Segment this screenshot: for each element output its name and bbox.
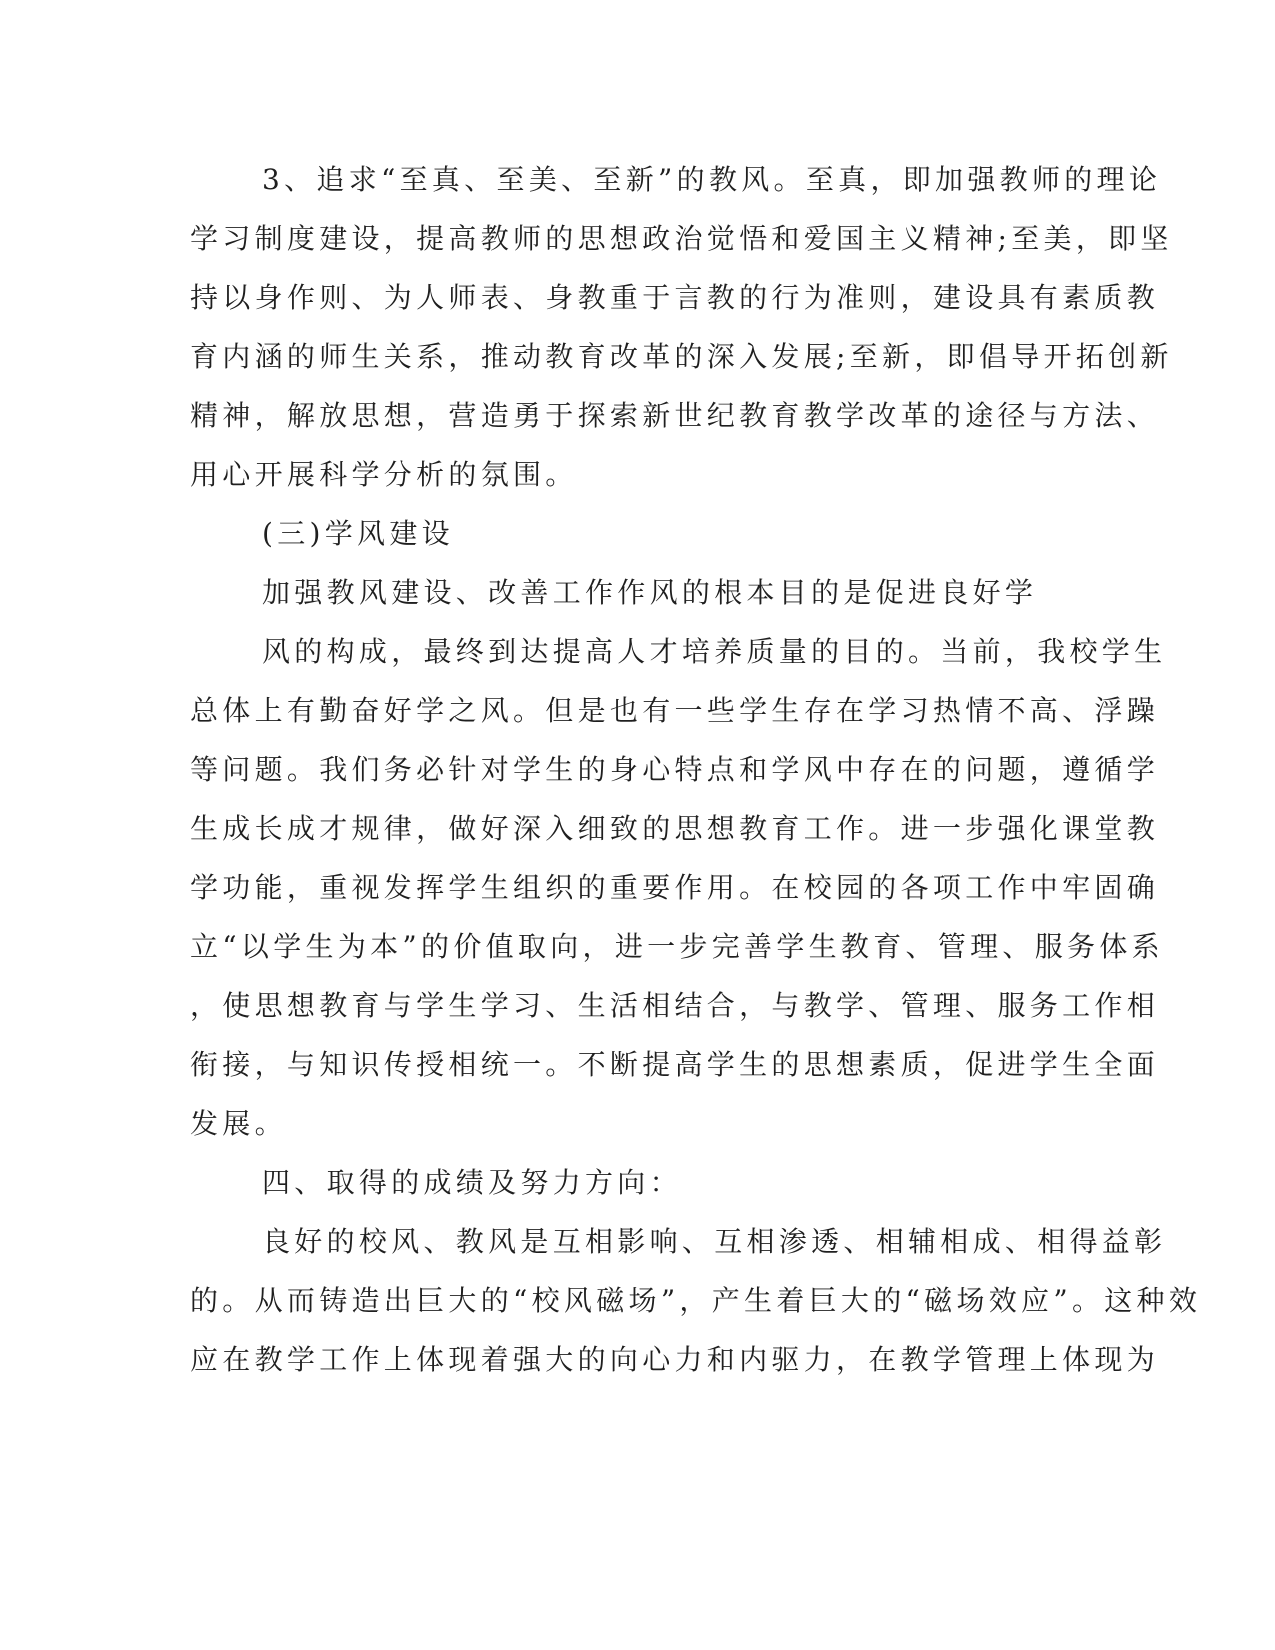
text-line-9: 风的构成，最终到达提高人才培养质量的目的。当前，我校学生	[262, 635, 1167, 668]
text-line-15: ，使思想教育与学生学习、生活相结合，与教学、管理、服务工作相	[190, 989, 1160, 1022]
text-line-12: 生成长成才规律，做好深入细致的思想教育工作。进一步强化课堂教	[190, 812, 1160, 845]
text-line-3: 持以身作则、为人师表、身教重于言教的行为准则，建设具有素质教	[190, 281, 1160, 314]
text-line-6: 用心开展科学分析的氛围。	[190, 458, 578, 491]
text-line-11: 等问题。我们务必针对学生的身心特点和学风中存在的问题，遵循学	[190, 753, 1160, 786]
text-line-16: 衔接，与知识传授相统一。不断提高学生的思想素质，促进学生全面	[190, 1048, 1160, 1081]
text-line-1: 3、追求“至真、至美、至新”的教风。至真，即加强教师的理论	[262, 163, 1162, 196]
text-line-14: 立“以学生为本”的价值取向，进一步完善学生教育、管理、服务体系	[190, 930, 1164, 963]
text-line-10: 总体上有勤奋好学之风。但是也有一些学生存在学习热情不高、浮躁	[190, 694, 1160, 727]
text-line-19: 良好的校风、教风是互相影响、互相渗透、相辅相成、相得益彰	[262, 1225, 1167, 1258]
section-heading: (三)学风建设	[262, 517, 454, 550]
section-heading-achievements: 四、取得的成绩及努力方向：	[262, 1166, 682, 1199]
text-line-2: 学习制度建设，提高教师的思想政治觉悟和爱国主义精神;至美，即坚	[190, 222, 1173, 255]
text-line-21: 应在教学工作上体现着强大的向心力和内驱力，在教学管理上体现为	[190, 1343, 1160, 1376]
text-line-20: 的。从而铸造出巨大的“校风磁场”，产生着巨大的“磁场效应”。这种效	[190, 1284, 1202, 1317]
text-line-13: 学功能，重视发挥学生组织的重要作用。在校园的各项工作中牢固确	[190, 871, 1160, 904]
text-line-8: 加强教风建设、改善工作作风的根本目的是促进良好学	[262, 576, 1038, 609]
text-line-17: 发展。	[190, 1107, 287, 1140]
text-line-5: 精神，解放思想，营造勇于探索新世纪教育教学改革的途径与方法、	[190, 399, 1160, 432]
text-line-4: 育内涵的师生关系，推动教育改革的深入发展;至新，即倡导开拓创新	[190, 340, 1173, 373]
